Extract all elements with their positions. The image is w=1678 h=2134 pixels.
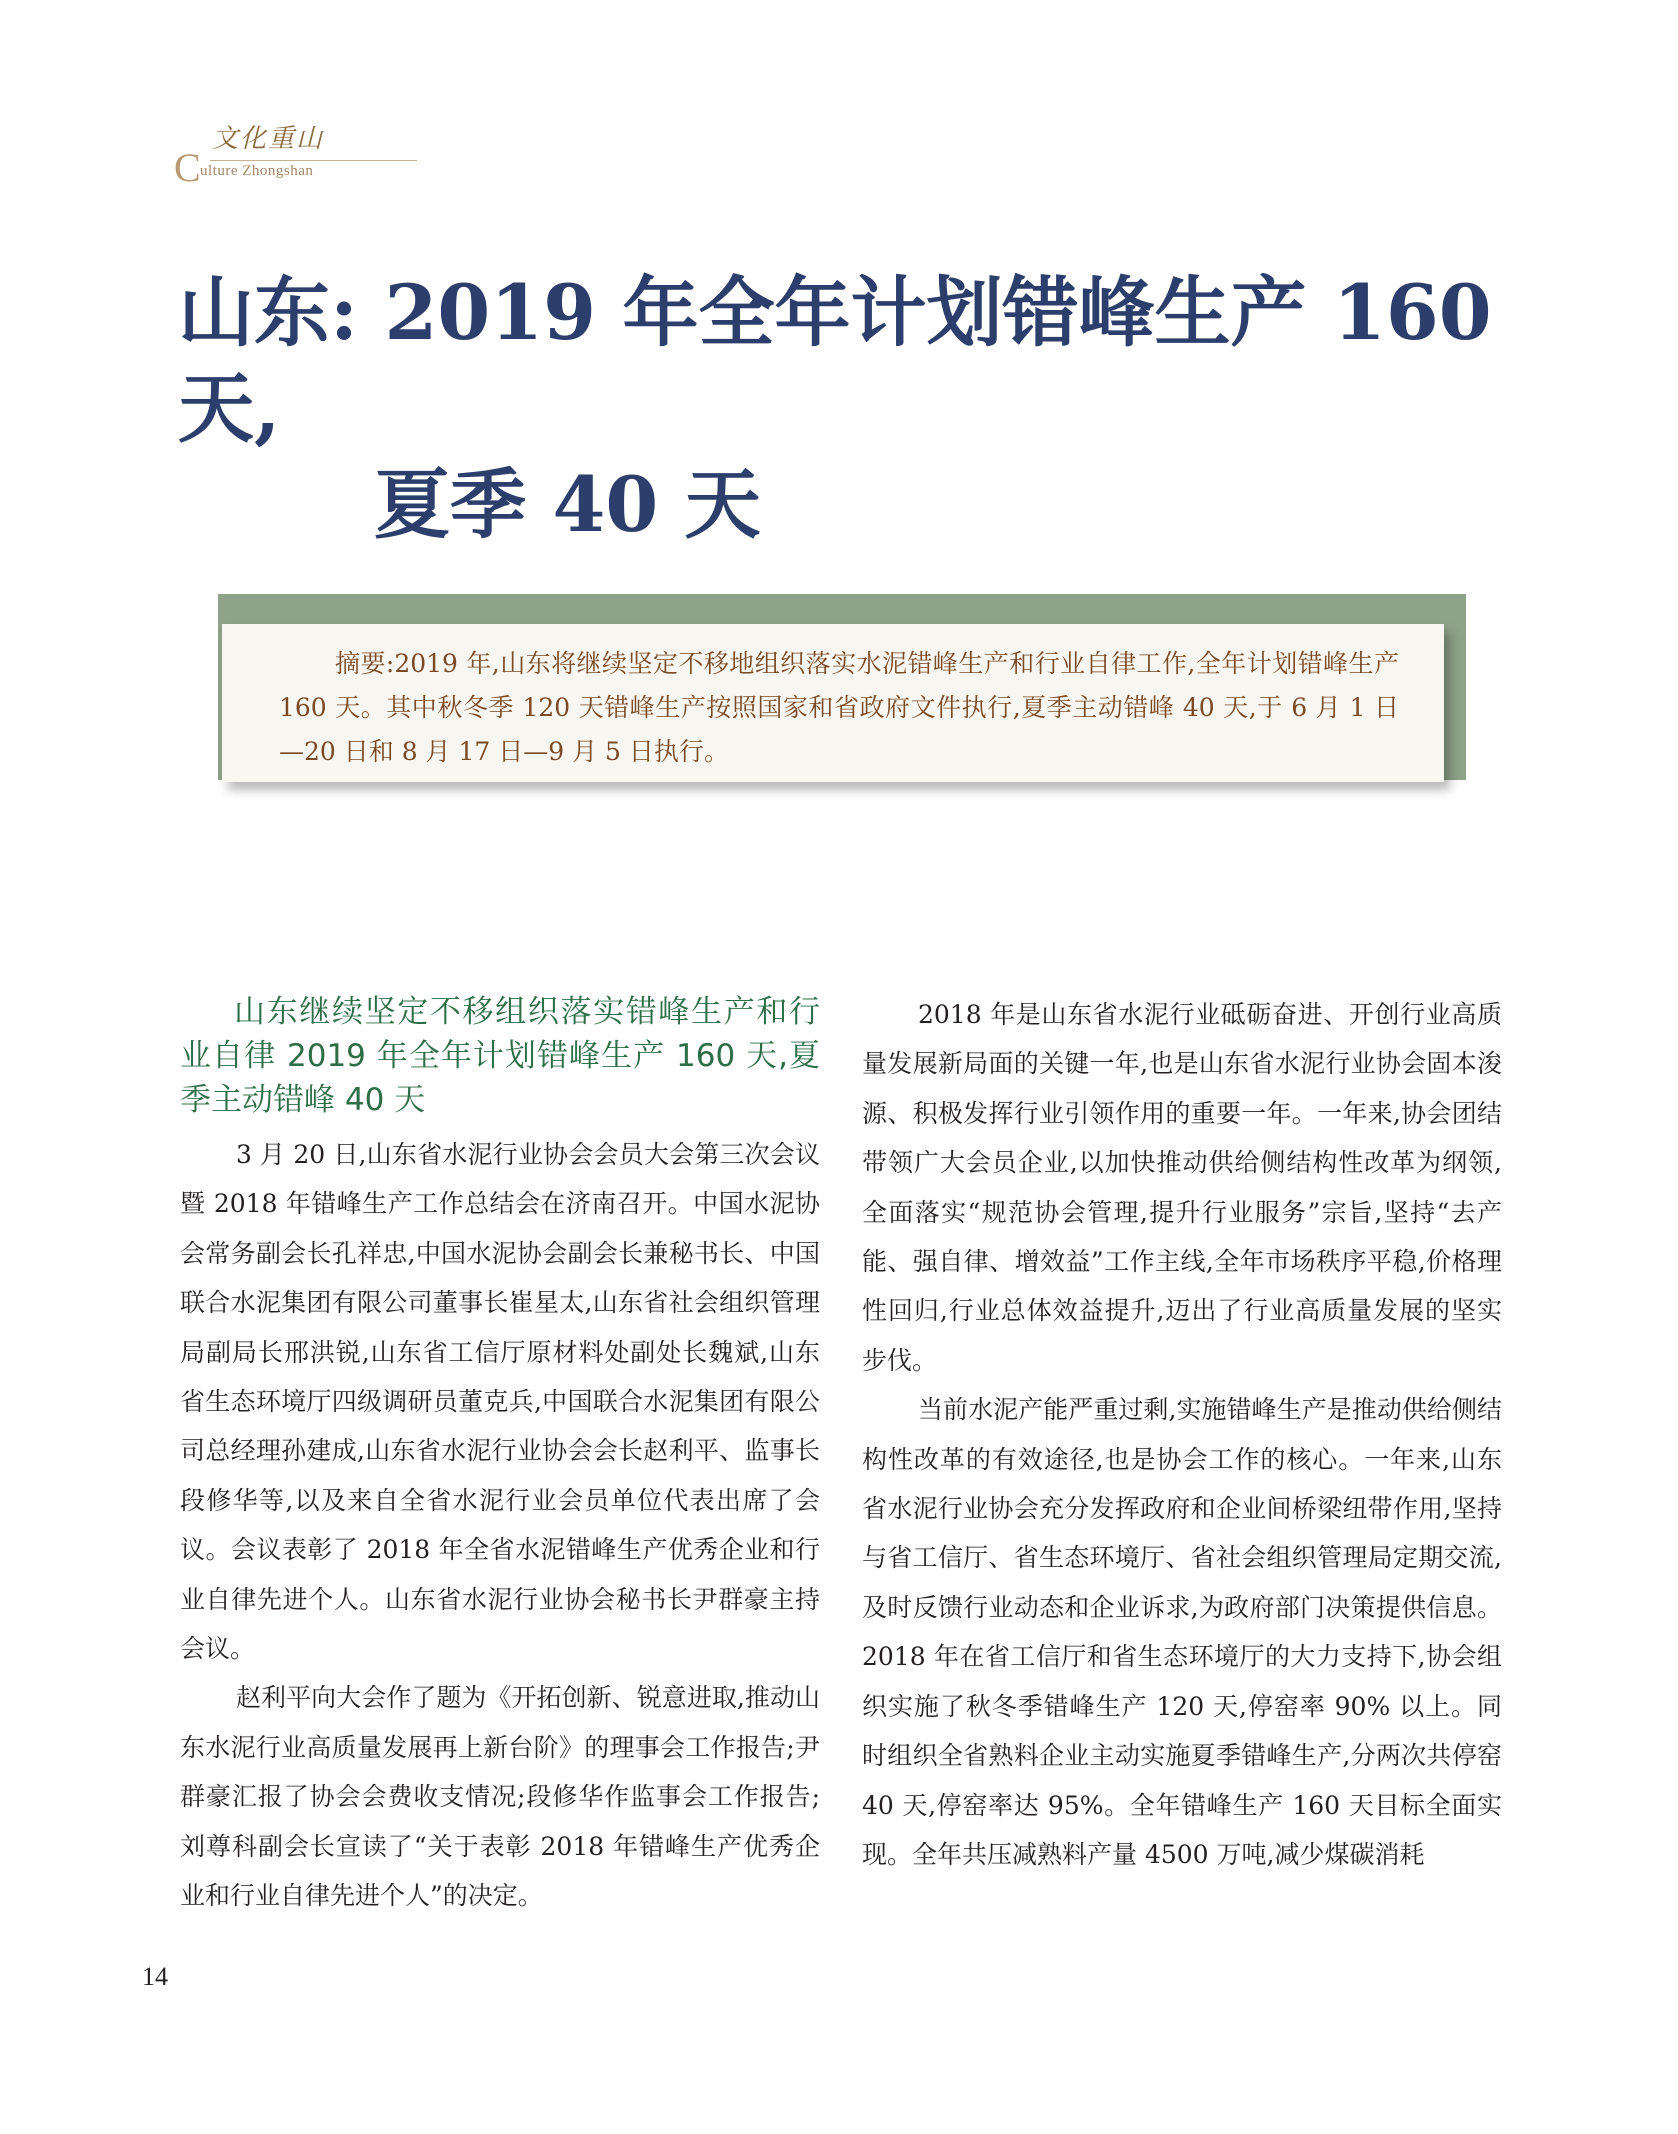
body-paragraph: 3 月 20 日,山东省水泥行业协会会员大会第三次会议暨 2018 年错峰生产工作总结会在济南召开。中国水泥协会常务副会长孔祥忠,中国水泥协会副会长兼秘书长、中国联合水泥集团有限公司董事长崔星太,山东省社会组织管理局副局长邢洪锐,山东省工信厅原材料处副处长魏斌,山东省生态环境厅四级调研员董克兵,中国联合水泥集团有限公司总经理孙建成,山东省水泥行业协会会长赵利平、监事长段修华等,以及来自全省水泥行业会员单位代表出席了会议。会议表彰了 2018 年全省水泥错峰生产优秀企业和行业自律先进个人。山东省水泥行业协会秘书长尹群豪主持会议。 — [180, 1140, 820, 1664]
abstract-text: 摘要:2019 年,山东将继续坚定不移地组织落实水泥错峰生产和行业自律工作,全年计划错峰生产 160 天。其中秋冬季 120 天错峰生产按照国家和省政府文件执行,夏季主动错峰 40 天,于 6 月 1 日—20 日和 8 月 17 日—9 月 5 日执行。 — [279, 649, 1399, 766]
article-subheading: 山东继续坚定不移组织落实错峰生产和行业自律 2019 年全年计划错峰生产 160 天,夏季主动错峰 40 天 — [180, 994, 820, 1118]
running-header — [170, 118, 420, 190]
abstract-box — [222, 624, 1444, 782]
section-initial: C — [174, 145, 201, 190]
section-name-en: ulture Zhongshan — [200, 163, 314, 179]
title-line-2: 夏季 40 天 — [374, 460, 761, 549]
body-paragraph: 当前水泥产能严重过剩,实施错峰生产是推动供给侧结构性改革的有效途径,也是协会工作的核心。一年来,山东省水泥行业协会充分发挥政府和企业间桥梁纽带作用,坚持与省工信厅、省生态环境厅、省社会组织管理局定期交流,及时反馈行业动态和企业诉求,为政府部门决策提供信息。2018 年在省工信厅和省生态环境厅的大力支持下,协会组织实施了秋冬季错峰生产 120 天,停窑率 90% 以上。同时组织全省熟料企业主动实施夏季错峰生产,分两次共停窑 40 天,停窑率达 95%。全年错峰生产 160 天目标全面实现。全年共压减熟料产量 4500 万吨,减少煤碳消耗 — [862, 1395, 1502, 1869]
title-line-1: 山东: 2019 年全年计划错峰生产 160 天, — [178, 268, 1492, 453]
body-paragraph: 赵利平向大会作了题为《开拓创新、锐意进取,推动山东水泥行业高质量发展再上新台阶》的理事会工作报告;尹群豪汇报了协会会费收支情况;段修华作监事会工作报告;刘尊科副会长宣读了“关于表彰 2018 年错峰生产优秀企业和行业自律先进个人”的决定。 — [180, 1683, 820, 1911]
left-column — [180, 990, 820, 1921]
section-name: 文化重山 — [212, 124, 325, 154]
right-column — [862, 990, 1502, 1879]
article-title — [178, 265, 1558, 553]
page-number: 14 — [142, 1962, 168, 1991]
body-paragraph: 2018 年是山东省水泥行业砥砺奋进、开创行业高质量发展新局面的关键一年,也是山东省水泥行业协会固本浚源、积极发挥行业引领作用的重要一年。一年来,协会团结带领广大会员企业,以加快推动供给侧结构性改革为纲领,全面落实“规范协会管理,提升行业服务”宗旨,坚持“去产能、强自律、增效益”工作主线,全年市场秩序平稳,价格理性回归,行业总体效益提升,迈出了行业高质量发展的坚实步伐。 — [862, 1000, 1502, 1375]
header-rule — [210, 160, 417, 161]
